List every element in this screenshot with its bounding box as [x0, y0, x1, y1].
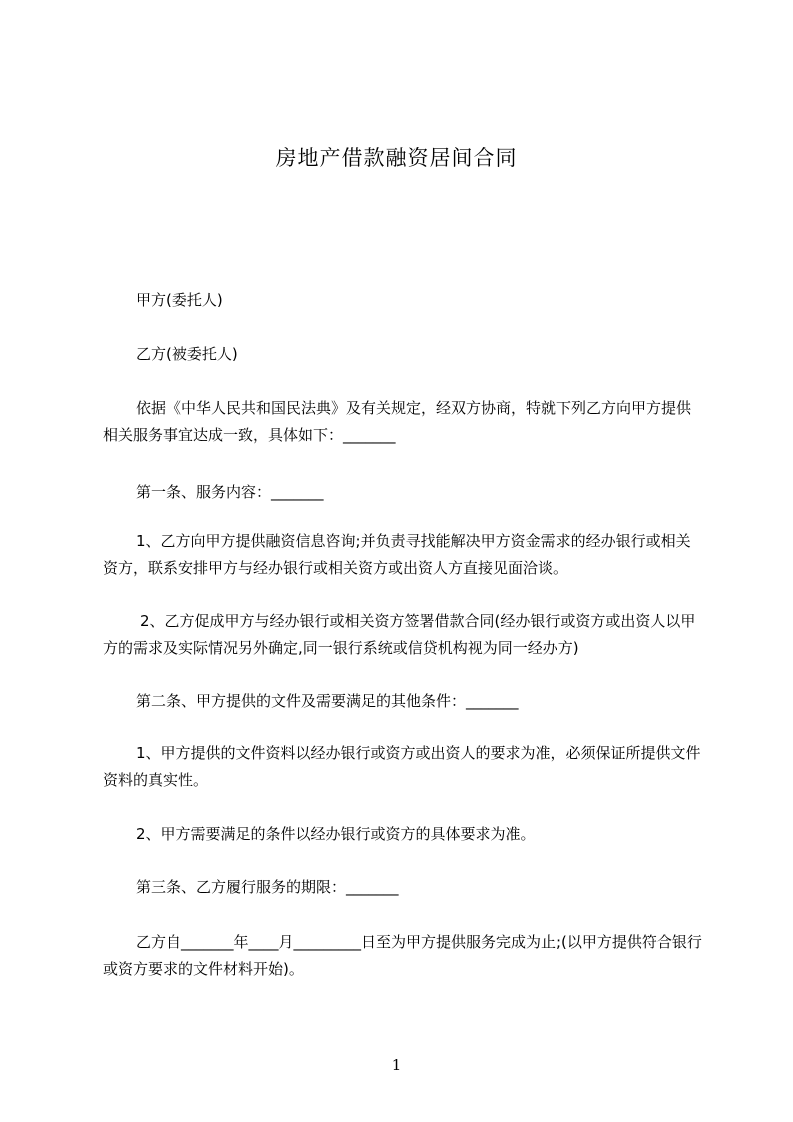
document-title: 房地产借款融资居间合同 — [275, 146, 518, 170]
party-b-line: 乙方(被委托人) — [136, 345, 238, 363]
intro-paragraph: 依据《中华人民共和国民法典》及有关规定，经双方协商，特就下列乙方向甲方提供相关服务事宜达成一致，具体如下：_______ — [103, 399, 692, 444]
party-a-line: 甲方(委托人) — [136, 291, 223, 309]
article-2-heading: 第二条、甲方提供的文件及需要满足的其他条件：_______ — [136, 692, 519, 710]
article-3-heading: 第三条、乙方履行服务的期限：_______ — [136, 878, 399, 896]
article-2-item-1: 1、甲方提供的文件资料以经办银行或资方或出资人的要求为准，必须保证所提供文件资料的真实性。 — [103, 744, 701, 789]
article-1-heading: 第一条、服务内容：_______ — [136, 483, 324, 501]
article-1-item-1: 1、乙方向甲方提供融资信息咨询;并负责寻找能解决甲方资金需求的经办银行或相关资方，联系安排甲方与经办银行或相关资方或出资人方直接见面洽谈。 — [103, 532, 691, 577]
article-1-item-2: 2、乙方促成甲方与经办银行或相关资方签署借款合同(经办银行或资方或出资人以甲方的需求及实际情况另外确定,同一银行系统或信贷机构视为同一经办方) — [103, 612, 696, 657]
article-2-item-2: 2、甲方需要满足的条件以经办银行或资方的具体要求为准。 — [136, 825, 536, 843]
article-3-body: 乙方自_______年____月_________日至为甲方提供服务完成为止;(以甲方提供符合银行或资方要求的文件材料开始)。 — [103, 933, 702, 978]
page-number: 1 — [391, 1056, 402, 1074]
